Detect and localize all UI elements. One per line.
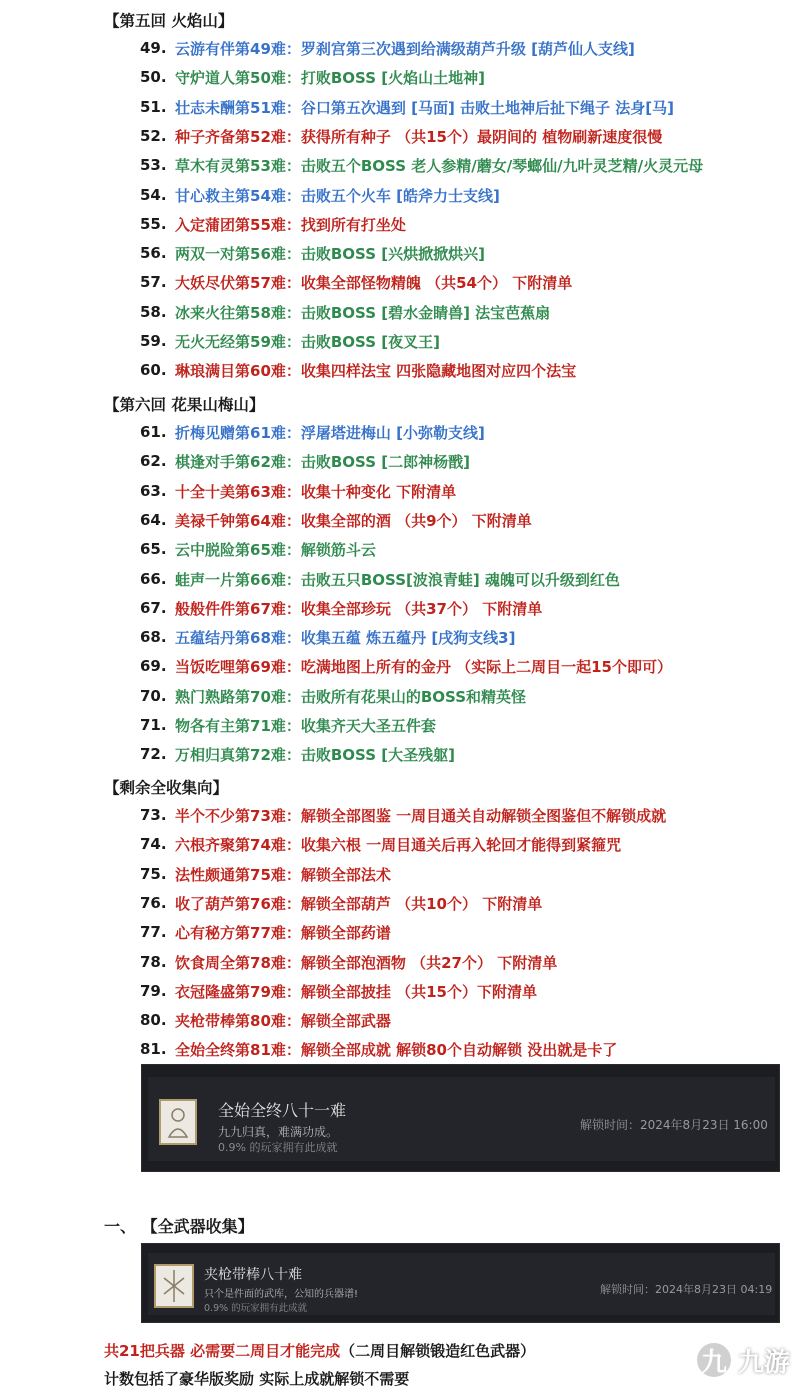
list-item-number: 54. <box>140 186 167 204</box>
list-item <box>140 1007 391 1033</box>
list-item <box>140 269 572 295</box>
list-item <box>140 152 703 178</box>
list-item-text: 蛙声一片第66难：击败五只BOSS[波浪青蛙] 魂魄可以升级到红色 <box>175 570 620 589</box>
card-description: 九九归真，难满功成。 <box>218 1125 339 1139</box>
list-item <box>140 507 532 533</box>
list-item-text: 美禄千钟第64难：收集全部的酒 （共9个） 下附清单 <box>175 511 532 530</box>
achievement-card-81 <box>141 1064 780 1172</box>
card-unlock-percent: 0.9% 的玩家拥有此成就 <box>204 1303 308 1314</box>
watermark-text: 九游 <box>737 1347 790 1378</box>
list-item-number: 58. <box>140 303 167 321</box>
list-item <box>140 328 440 354</box>
list-item <box>140 919 391 945</box>
list-item-text: 般般件件第67难：收集全部珍玩 （共37个） 下附清单 <box>175 599 543 618</box>
list-item-number: 79. <box>140 982 167 1000</box>
list-item-number: 65. <box>140 540 167 558</box>
list-item-number: 81. <box>140 1040 167 1058</box>
list-item-number: 62. <box>140 452 167 470</box>
list-item <box>140 94 674 120</box>
list-item-number: 53. <box>140 156 167 174</box>
list-item-number: 78. <box>140 953 167 971</box>
watermark-logo-icon: 九 <box>694 1340 734 1380</box>
list-item-text: 十全十美第63难：收集十种变化 下附清单 <box>175 482 457 501</box>
list-item <box>140 64 485 90</box>
list-item-number: 74. <box>140 835 167 853</box>
list-item-text: 棋逢对手第62难：击败BOSS [二郎神杨戬] <box>175 452 470 471</box>
list-item-number: 49. <box>140 39 167 57</box>
list-item-text: 两双一对第56难：击败BOSS [兴烘掀掀烘兴] <box>175 244 485 263</box>
list-item-number: 68. <box>140 628 167 646</box>
list-item-number: 55. <box>140 215 167 233</box>
list-item <box>140 478 456 504</box>
list-item-number: 59. <box>140 332 167 350</box>
list-item-text: 无火无经第59难：击败BOSS [夜叉王] <box>175 332 440 351</box>
list-item <box>140 741 455 767</box>
list-item-number: 77. <box>140 923 167 941</box>
list-item <box>140 861 391 887</box>
list-item <box>140 712 436 738</box>
list-item-number: 72. <box>140 745 167 763</box>
weapons-note-count: 共21把兵器 必需要二周目才能完成 <box>104 1342 341 1360</box>
list-item <box>140 240 485 266</box>
list-item-text: 云中脱险第65难：解锁筋斗云 <box>175 540 376 559</box>
list-item <box>140 802 666 828</box>
list-item-number: 60. <box>140 361 167 379</box>
list-item-text: 草木有灵第53难：击败五个BOSS 老人参精/蘑女/琴螂仙/九叶灵芝精/火灵元母 <box>175 156 704 175</box>
list-item <box>140 978 537 1004</box>
weapons-note-detail: （二周目解锁锻造红色武器） <box>340 1342 536 1360</box>
list-item-text: 壮志未酬第51难：谷口第五次遇到 [马面] 击败土地神后扯下绳子 法身[马] <box>175 98 674 117</box>
list-item-number: 52. <box>140 127 167 145</box>
list-item-number: 50. <box>140 68 167 86</box>
list-item <box>140 299 550 325</box>
card-title: 全始全终八十一难 <box>218 1101 347 1120</box>
card-unlock-time: 解锁时间：2024年8月23日 04:19 <box>600 1283 773 1296</box>
list-item <box>140 448 470 474</box>
list-item-text: 种子齐备第52难：获得所有种子 （共15个）最阴间的 植物刷新速度很慢 <box>175 127 663 146</box>
list-item-text: 衣冠隆盛第79难：解锁全部披挂 （共15个）下附清单 <box>175 982 537 1001</box>
list-item-text: 半个不少第73难：解锁全部图鉴 一周目通关自动解锁全图鉴但不解锁成就 <box>175 806 667 825</box>
list-item-number: 51. <box>140 98 167 116</box>
weapons-note <box>104 1340 535 1361</box>
list-item-number: 75. <box>140 865 167 883</box>
card-unlock-time: 解锁时间：2024年8月23日 16:00 <box>580 1118 768 1132</box>
card-description: 只个是件面的武库，公知的兵器谱! <box>204 1289 359 1300</box>
list-item-number: 61. <box>140 423 167 441</box>
list-item-text: 云游有伴第49难：罗刹宫第三次遇到给满级葫芦升级 [葫芦仙人支线] <box>175 39 635 58</box>
list-item <box>140 624 515 650</box>
list-item-text: 五蕴结丹第68难：收集五蕴 炼五蕴丹 [戌狗支线3] <box>175 628 516 647</box>
list-item-text: 饮食周全第78难：解锁全部泡酒物 （共27个） 下附清单 <box>175 953 558 972</box>
list-item-text: 熟门熟路第70难：击败所有花果山的BOSS和精英怪 <box>175 687 526 706</box>
list-item-text: 六根齐聚第74难：收集六根 一周目通关后再入轮回才能得到紧箍咒 <box>175 835 622 854</box>
list-item-text: 大妖尽伏第57难：收集全部怪物精魄 （共54个） 下附清单 <box>175 273 573 292</box>
list-item-number: 70. <box>140 687 167 705</box>
list-item <box>140 1036 617 1062</box>
list-item-number: 56. <box>140 244 167 262</box>
section-header-chapter6: 【第六回 花果山梅山】 <box>104 396 265 414</box>
list-item <box>140 831 621 857</box>
list-item-number: 66. <box>140 570 167 588</box>
site-watermark <box>694 1334 790 1386</box>
list-item-text: 全始全终第81难：解锁全部成就 解锁80个自动解锁 没出就是卡了 <box>175 1040 618 1059</box>
card-title: 夹枪带棒八十难 <box>204 1267 302 1283</box>
list-item <box>140 35 635 61</box>
list-item <box>140 419 485 445</box>
list-item <box>140 566 620 592</box>
list-item-number: 69. <box>140 657 167 675</box>
list-item <box>140 536 376 562</box>
list-item <box>140 182 500 208</box>
list-item <box>140 211 406 237</box>
list-item-text: 折梅见赠第61难：浮屠塔进梅山 [小弥勒支线] <box>175 423 485 442</box>
list-item <box>140 949 557 975</box>
card-unlock-percent: 0.9% 的玩家拥有此成就 <box>218 1141 338 1154</box>
list-item-text: 夹枪带棒第80难：解锁全部武器 <box>175 1011 391 1030</box>
section-header-remaining: 【剩余全收集向】 <box>104 779 229 797</box>
list-item-number: 64. <box>140 511 167 529</box>
list-item-text: 甘心救主第54难：击败五个火车 [皓斧力士支线] <box>175 186 500 205</box>
list-item-text: 物各有主第71难：收集齐天大圣五件套 <box>175 716 436 735</box>
list-item-number: 76. <box>140 894 167 912</box>
achievement-badge-icon <box>159 1099 197 1145</box>
list-item <box>140 653 672 679</box>
list-item-text: 琳琅满目第60难：收集四样法宝 四张隐藏地图对应四个法宝 <box>175 361 577 380</box>
list-item-number: 80. <box>140 1011 167 1029</box>
list-item-text: 心有秘方第77难：解锁全部药谱 <box>175 923 391 942</box>
weapons-note-2: 计数包括了豪华版奖励 实际上成就解锁不需要 <box>104 1370 410 1388</box>
list-item <box>140 357 576 383</box>
list-item-text: 冰来火往第58难：击败BOSS [碧水金睛兽] 法宝芭蕉扇 <box>175 303 551 322</box>
weapons-heading: 一、 【全武器收集】 <box>104 1217 254 1236</box>
list-item-number: 71. <box>140 716 167 734</box>
list-item-number: 63. <box>140 482 167 500</box>
list-item <box>140 595 542 621</box>
section-header-chapter5: 【第五回 火焰山】 <box>104 12 234 30</box>
list-item-text: 当饭吃哩第69难：吃满地图上所有的金丹 （实际上二周目一起15个即可） <box>175 657 672 676</box>
list-item-text: 万相归真第72难：击败BOSS [大圣残躯] <box>175 745 455 764</box>
list-item-text: 收了葫芦第76难：解锁全部葫芦 （共10个） 下附清单 <box>175 894 543 913</box>
list-item <box>140 123 662 149</box>
list-item-number: 67. <box>140 599 167 617</box>
list-item-text: 法性颇通第75难：解锁全部法术 <box>175 865 391 884</box>
list-item-text: 入定蒲团第55难：找到所有打坐处 <box>175 215 406 234</box>
achievement-card-80 <box>141 1243 780 1323</box>
list-item <box>140 890 542 916</box>
list-item-number: 57. <box>140 273 167 291</box>
achievement-badge-icon <box>154 1264 194 1308</box>
list-item-text: 守炉道人第50难：打败BOSS [火焰山土地神] <box>175 68 485 87</box>
list-item <box>140 683 526 709</box>
list-item-number: 73. <box>140 806 167 824</box>
